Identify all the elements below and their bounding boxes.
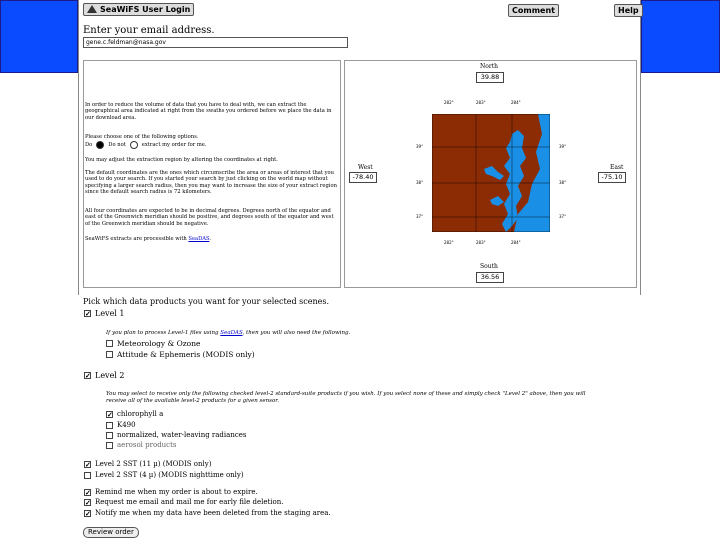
level1-checkbox[interactable]	[84, 310, 91, 317]
sst4-checkbox[interactable]	[84, 472, 91, 479]
south-input[interactable]: 36.56	[476, 272, 504, 283]
chlorophyll-checkbox[interactable]	[106, 411, 113, 418]
warning-icon	[87, 5, 97, 13]
default-coords-text: The default coordinates are the ones which circumscribe the area or areas of interest that you used to do your search. If you started your search by just clicking on the world map without specifying a larger search radius, then you may want to increase the size of your extract region since the default search radius is 72 kilometers.	[85, 170, 337, 196]
reqmail-row: ✓ Request me email and mail me for early file deletion.	[84, 498, 283, 506]
level1-note: If you plan to process Level-1 files using SeaDAS, then you will also need the following.	[106, 330, 351, 336]
extract-radio-row	[85, 141, 207, 149]
help-button[interactable]: Help	[614, 4, 643, 17]
nlw-checkbox[interactable]	[106, 432, 113, 439]
comment-button[interactable]: Comment	[508, 4, 559, 17]
level1-label: Level 1	[95, 309, 125, 318]
left-tick: 39°	[416, 144, 424, 149]
level2-row	[84, 371, 125, 380]
seadas-note: SeaWiFS extracts are processible with SeaDAS.	[85, 236, 212, 242]
bottom-tick: 282°	[444, 240, 454, 245]
met-ozone-row: Meteorology & Ozone	[106, 339, 200, 348]
remind-row: ✓ Remind me when my order is about to expire.	[84, 488, 258, 496]
adjust-text: You may adjust the extraction region by altering the coordinates at right.	[85, 157, 278, 163]
bottom-tick: 284°	[511, 240, 521, 245]
seadas-link[interactable]: SeaDAS	[188, 236, 210, 242]
blue-banner-left	[0, 0, 78, 73]
sst11-checkbox[interactable]	[84, 461, 91, 468]
email-input[interactable]: gene.c.feldman@nasa.gov	[83, 37, 348, 48]
blue-banner-right	[641, 0, 720, 73]
level1-row	[84, 309, 125, 318]
level2-checkbox[interactable]	[84, 372, 91, 379]
do-not-radio[interactable]	[130, 141, 138, 149]
k490-checkbox[interactable]	[106, 422, 113, 429]
left-tick: 38°	[416, 180, 424, 185]
sst11-row: ✓ Level 2 SST (11 µ) (MODIS only)	[84, 460, 211, 468]
level2-label: Level 2	[95, 371, 125, 380]
west-input[interactable]: -78.40	[349, 172, 377, 183]
sst4-row: Level 2 SST (4 µ) (MODIS nighttime only)	[84, 471, 244, 479]
seadas-link[interactable]: SeaDAS	[220, 330, 243, 336]
north-input[interactable]: 39.88	[476, 72, 504, 83]
met-ozone-checkbox[interactable]	[106, 340, 113, 347]
attitude-row: Attitude & Ephemeris (MODIS only)	[106, 350, 255, 359]
extract-suffix: extract my order for me.	[141, 141, 207, 148]
remind-checkbox[interactable]	[84, 489, 91, 496]
aerosol-checkbox[interactable]	[106, 442, 113, 449]
west-label: West	[358, 164, 373, 171]
reqmail-checkbox[interactable]	[84, 499, 91, 506]
south-label: South	[480, 263, 498, 270]
left-tick: 37°	[416, 214, 424, 219]
products-heading: Pick which data products you want for your selected scenes.	[83, 297, 329, 306]
region-map[interactable]	[432, 114, 550, 232]
top-tick: 282°	[444, 100, 454, 105]
notify-checkbox[interactable]	[84, 510, 91, 517]
do-radio[interactable]	[96, 141, 104, 149]
k490-row: K490	[106, 421, 136, 429]
north-label: North	[480, 63, 499, 70]
login-button[interactable]: SeaWiFS User Login	[83, 3, 194, 16]
do-label: Do	[85, 141, 93, 148]
right-tick: 38°	[559, 180, 567, 185]
do-not-label: Do not	[108, 141, 126, 148]
top-tick: 283°	[476, 100, 486, 105]
level2-note: You may select to receive only the following checked level-2 standard-suite products if you wish. If you select none of these and simply check "Level 2" above, then you will receive all of the available level-2 products for a given sensor.	[106, 391, 586, 404]
email-prompt: Enter your email address.	[83, 25, 215, 36]
east-input[interactable]: -75.10	[598, 172, 626, 183]
choose-option-text: Please choose one of the following options.	[85, 134, 199, 140]
nlw-row: normalized, water-leaving radiances	[106, 431, 247, 439]
east-label: East	[610, 164, 624, 171]
attitude-checkbox[interactable]	[106, 351, 113, 358]
decimal-degrees-text: All four coordinates are expected to be in decimal degrees. Degrees north of the equator and east of the Greenwich meridian should be positive, and degrees south of the equator and west of the Greenwich meridian should be negative.	[85, 208, 334, 227]
notify-row: ✓ Notify me when my data have been deleted from the staging area.	[84, 509, 331, 517]
right-tick: 37°	[559, 214, 567, 219]
extract-intro: In order to reduce the volume of data that you have to deal with, we can extract the geographical area indicated at right from the swaths you ordered before we place the data in our download area.	[85, 102, 332, 121]
top-tick: 284°	[511, 100, 521, 105]
right-tick: 39°	[559, 144, 567, 149]
chlorophyll-row: ✓ chlorophyll a	[106, 410, 163, 418]
review-order-button[interactable]: Review order	[83, 527, 139, 538]
aerosol-row: aerosol products	[106, 441, 177, 449]
bottom-tick: 283°	[476, 240, 486, 245]
